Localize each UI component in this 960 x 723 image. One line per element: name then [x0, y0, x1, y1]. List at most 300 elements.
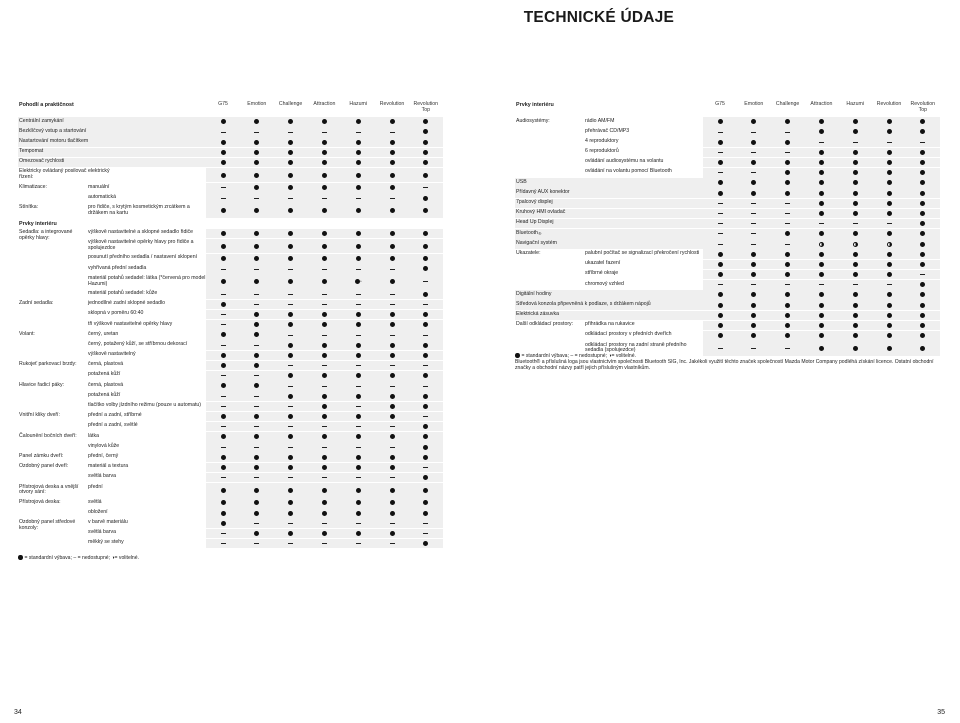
availability-cell — [409, 464, 443, 470]
availability-cell — [872, 345, 906, 351]
unavailable-dash-icon — [853, 284, 858, 285]
availability-cell — [307, 373, 341, 379]
availability-cell — [341, 149, 375, 155]
standard-dot-icon — [390, 231, 395, 236]
availability-cell — [737, 210, 771, 216]
availability-cell — [906, 292, 940, 298]
availability-cell — [274, 464, 308, 470]
standard-dot-icon — [751, 180, 756, 185]
availability-cell — [206, 256, 240, 262]
standard-dot-icon — [322, 140, 327, 145]
table-row — [515, 188, 940, 198]
availability-cell — [274, 352, 308, 358]
standard-dot-icon — [390, 404, 395, 409]
standard-dot-icon — [390, 150, 395, 155]
availability-cell — [240, 312, 274, 318]
availability-cell — [409, 256, 443, 262]
unavailable-dash-icon — [853, 142, 858, 143]
standard-dot-icon — [322, 531, 327, 536]
unavailable-dash-icon — [390, 477, 395, 478]
feature-sublabel: výškově nastavitelné a sklopné sedadlo řidiče — [88, 229, 193, 236]
availability-cell — [274, 243, 308, 249]
unavailable-dash-icon — [423, 533, 428, 534]
availability-cell — [804, 292, 838, 298]
unavailable-dash-icon — [254, 345, 259, 346]
unavailable-dash-icon — [718, 244, 723, 245]
availability-cell — [375, 424, 409, 430]
availability-cell — [274, 342, 308, 348]
standard-dot-icon — [423, 424, 428, 429]
availability-cell — [341, 383, 375, 389]
availability-cell — [240, 373, 274, 379]
availability-cell — [341, 510, 375, 516]
availability-cell — [872, 190, 906, 196]
unavailable-dash-icon — [718, 203, 723, 204]
standard-dot-icon — [254, 383, 259, 388]
availability-cell — [804, 312, 838, 318]
unavailable-dash-icon — [356, 543, 361, 544]
unavailable-dash-icon — [819, 284, 824, 285]
availability-cell — [307, 332, 341, 338]
standard-dot-icon — [423, 150, 428, 155]
availability-cell — [307, 342, 341, 348]
model-header: G75 — [715, 101, 725, 107]
unavailable-dash-icon — [356, 294, 361, 295]
availability-cell — [274, 444, 308, 450]
availability-cell — [307, 172, 341, 178]
legend-right — [515, 353, 940, 371]
unavailable-dash-icon — [221, 269, 226, 270]
standard-dot-icon — [254, 332, 259, 337]
table-row — [18, 412, 443, 422]
unavailable-dash-icon — [785, 152, 790, 153]
standard-dot-icon — [718, 333, 723, 338]
standard-dot-icon — [785, 170, 790, 175]
feature-sublabel: látka — [88, 432, 99, 439]
model-header: Revolution Top — [413, 101, 439, 113]
unavailable-dash-icon — [221, 187, 226, 188]
table-row — [515, 260, 940, 270]
feature-label: Tempomat — [19, 148, 44, 155]
unavailable-dash-icon — [356, 386, 361, 387]
availability-cell — [206, 373, 240, 379]
availability-cell — [206, 403, 240, 409]
availability-cell — [703, 251, 737, 257]
standard-dot-icon — [887, 303, 892, 308]
standard-dot-icon — [254, 244, 259, 249]
availability-cell — [206, 444, 240, 450]
unavailable-dash-icon — [221, 543, 226, 544]
table-row — [515, 199, 940, 209]
standard-dot-icon — [423, 404, 428, 409]
unavailable-dash-icon — [254, 132, 259, 133]
unavailable-dash-icon — [288, 335, 293, 336]
availability-cell — [341, 363, 375, 369]
standard-dot-icon — [221, 256, 226, 261]
model-header: Challenge — [775, 101, 800, 107]
availability-cell — [240, 444, 274, 450]
feature-sublabel: materiál a textura — [88, 463, 129, 470]
availability-cell — [240, 434, 274, 440]
availability-cell — [737, 241, 771, 247]
standard-dot-icon — [288, 511, 293, 516]
availability-cell — [375, 393, 409, 399]
unavailable-dash-icon — [751, 213, 756, 214]
table-row — [18, 274, 443, 289]
availability-cell — [804, 180, 838, 186]
table-row — [18, 289, 443, 299]
unavailable-dash-icon — [288, 426, 293, 427]
availability-cell — [341, 243, 375, 249]
availability-cell — [307, 279, 341, 285]
availability-cell — [703, 345, 737, 351]
optional-half-circle-icon — [887, 242, 892, 247]
availability-cell — [206, 160, 240, 166]
table-row — [18, 402, 443, 412]
standard-dot-icon — [18, 555, 23, 560]
availability-cell — [838, 261, 872, 267]
availability-cell — [341, 312, 375, 318]
availability-cell — [206, 195, 240, 201]
standard-dot-icon — [819, 252, 824, 257]
availability-cell — [341, 230, 375, 236]
availability-cell — [804, 333, 838, 339]
availability-cell — [838, 251, 872, 257]
availability-cell — [240, 129, 274, 135]
feature-label: Ukazatele: — [516, 249, 541, 256]
feature-sublabel: sklopná v poměru 60:40 — [88, 310, 144, 317]
standard-dot-icon — [390, 434, 395, 439]
availability-cell — [307, 322, 341, 328]
standard-dot-icon — [322, 322, 327, 327]
availability-cell — [307, 487, 341, 493]
availability-cell — [838, 210, 872, 216]
standard-dot-icon — [785, 252, 790, 257]
availability-cell — [703, 292, 737, 298]
availability-cell — [341, 119, 375, 125]
availability-cell — [872, 282, 906, 288]
availability-cell — [804, 345, 838, 351]
availability-cell — [804, 302, 838, 308]
unavailable-dash-icon — [356, 365, 361, 366]
availability-cell — [409, 444, 443, 450]
standard-dot-icon — [887, 191, 892, 196]
unavailable-dash-icon — [423, 523, 428, 524]
standard-dot-icon — [221, 150, 226, 155]
availability-cell — [375, 373, 409, 379]
feature-label: Zadní sedadla: — [19, 300, 54, 307]
unavailable-dash-icon — [423, 335, 428, 336]
feature-label: Audiosystémy: — [516, 117, 550, 124]
table-row — [515, 331, 940, 341]
unavailable-dash-icon — [718, 132, 723, 133]
availability-cell — [206, 312, 240, 318]
standard-dot-icon — [887, 252, 892, 257]
availability-cell — [737, 261, 771, 267]
table-row — [18, 203, 443, 218]
availability-cell — [703, 323, 737, 329]
standard-dot-icon — [718, 119, 723, 124]
availability-cell — [409, 279, 443, 285]
standard-dot-icon — [390, 343, 395, 348]
availability-cell — [341, 487, 375, 493]
availability-cell — [240, 160, 274, 166]
standard-dot-icon — [819, 303, 824, 308]
availability-cell — [703, 149, 737, 155]
standard-dot-icon — [254, 150, 259, 155]
unavailable-dash-icon — [819, 142, 824, 143]
availability-cell — [771, 282, 805, 288]
standard-dot-icon — [853, 231, 858, 236]
standard-dot-icon — [221, 244, 226, 249]
availability-cell — [737, 323, 771, 329]
standard-dot-icon — [221, 434, 226, 439]
standard-dot-icon — [356, 465, 361, 470]
asterisk-note: * — [360, 278, 362, 284]
availability-cell — [274, 322, 308, 328]
unavailable-dash-icon — [819, 223, 824, 224]
availability-cell — [737, 190, 771, 196]
availability-cell — [906, 119, 940, 125]
feature-sublabel: potažená kůží — [88, 371, 121, 378]
unavailable-dash-icon — [221, 447, 226, 448]
feature-label: Středová konzola připevněná k podlaze, s držákem nápojů — [516, 300, 651, 307]
table-row — [18, 371, 443, 381]
table-row — [18, 452, 443, 462]
standard-dot-icon — [920, 252, 925, 257]
standard-dot-icon — [221, 231, 226, 236]
availability-cell — [838, 170, 872, 176]
feature-label: Přístrojová deska: — [19, 498, 61, 505]
availability-cell — [375, 322, 409, 328]
availability-cell — [804, 231, 838, 237]
availability-cell — [737, 160, 771, 166]
availability-cell — [240, 413, 274, 419]
availability-cell — [906, 190, 940, 196]
feature-label: Navigační systém — [516, 239, 557, 246]
availability-cell — [375, 541, 409, 547]
table-title: Pohodlí a praktičnost — [19, 102, 74, 108]
standard-dot-icon — [390, 173, 395, 178]
standard-dot-icon — [920, 119, 925, 124]
availability-cell — [737, 221, 771, 227]
standard-dot-icon — [423, 353, 428, 358]
standard-dot-icon — [356, 353, 361, 358]
availability-cell — [409, 185, 443, 191]
availability-cell — [240, 266, 274, 272]
feature-label: Panel zámku dveří: — [19, 452, 64, 459]
standard-dot-icon — [254, 279, 259, 284]
availability-cell — [307, 160, 341, 166]
availability-cell — [409, 363, 443, 369]
standard-dot-icon — [390, 465, 395, 470]
page-title: TECHNICKÉ ÚDAJE — [523, 9, 674, 26]
availability-cell — [206, 500, 240, 506]
availability-cell — [771, 180, 805, 186]
feature-label: Centrální zamykání — [19, 117, 64, 124]
availability-cell — [409, 393, 443, 399]
availability-cell — [307, 363, 341, 369]
availability-cell — [771, 190, 805, 196]
availability-cell — [375, 500, 409, 506]
availability-cell — [307, 243, 341, 249]
standard-dot-icon — [356, 373, 361, 378]
feature-sublabel: obložení — [88, 508, 108, 515]
availability-cell — [872, 180, 906, 186]
standard-dot-icon — [423, 511, 428, 516]
standard-dot-icon — [356, 455, 361, 460]
unavailable-dash-icon — [254, 375, 259, 376]
standard-dot-icon — [356, 244, 361, 249]
availability-cell — [307, 301, 341, 307]
standard-dot-icon — [288, 500, 293, 505]
availability-cell — [240, 243, 274, 249]
category-label: Prvky interiéru — [19, 220, 57, 227]
availability-cell — [838, 282, 872, 288]
availability-cell — [206, 230, 240, 236]
unavailable-dash-icon — [221, 198, 226, 199]
availability-cell — [906, 345, 940, 351]
table-row — [18, 168, 443, 183]
availability-cell — [206, 424, 240, 430]
standard-dot-icon — [819, 292, 824, 297]
unavailable-dash-icon — [322, 523, 327, 524]
availability-cell — [307, 393, 341, 399]
table-row — [515, 168, 940, 178]
availability-cell — [771, 231, 805, 237]
standard-dot-icon — [288, 244, 293, 249]
availability-cell — [206, 301, 240, 307]
standard-dot-icon — [322, 500, 327, 505]
availability-cell — [703, 261, 737, 267]
availability-cell — [375, 266, 409, 272]
availability-cell — [804, 210, 838, 216]
feature-sublabel: v barvě materiálu — [88, 518, 128, 525]
availability-cell — [737, 312, 771, 318]
standard-dot-icon — [785, 140, 790, 145]
standard-dot-icon — [356, 150, 361, 155]
unavailable-dash-icon — [322, 132, 327, 133]
unavailable-dash-icon — [751, 172, 756, 173]
availability-cell — [409, 352, 443, 358]
standard-dot-icon — [390, 185, 395, 190]
availability-cell — [737, 333, 771, 339]
availability-cell — [375, 195, 409, 201]
table-row — [18, 529, 443, 539]
unavailable-dash-icon — [356, 447, 361, 448]
availability-cell — [274, 487, 308, 493]
availability-cell — [206, 413, 240, 419]
availability-cell — [409, 424, 443, 430]
availability-cell — [375, 291, 409, 297]
availability-cell — [206, 530, 240, 536]
availability-cell — [341, 464, 375, 470]
standard-dot-icon — [887, 323, 892, 328]
standard-dot-icon — [221, 140, 226, 145]
availability-cell — [804, 149, 838, 155]
availability-cell — [307, 185, 341, 191]
availability-cell — [375, 149, 409, 155]
unavailable-dash-icon — [356, 426, 361, 427]
standard-dot-icon — [288, 394, 293, 399]
feature-sublabel: tři výškově nastavitelné opěrky hlavy — [88, 320, 173, 327]
standard-dot-icon — [221, 279, 226, 284]
availability-cell — [341, 352, 375, 358]
unavailable-dash-icon — [887, 142, 892, 143]
unavailable-dash-icon — [785, 132, 790, 133]
standard-dot-icon — [221, 455, 226, 460]
availability-cell — [409, 160, 443, 166]
standard-dot-icon — [221, 160, 226, 165]
availability-cell — [804, 241, 838, 247]
availability-cell — [206, 520, 240, 526]
availability-cell — [240, 487, 274, 493]
availability-cell — [341, 520, 375, 526]
unavailable-dash-icon — [356, 132, 361, 133]
unavailable-dash-icon — [254, 269, 259, 270]
standard-dot-icon — [751, 160, 756, 165]
availability-cell — [703, 139, 737, 145]
availability-cell — [906, 180, 940, 186]
availability-cell — [341, 541, 375, 547]
unavailable-dash-icon — [356, 304, 361, 305]
availability-cell — [838, 149, 872, 155]
standard-dot-icon — [423, 140, 428, 145]
availability-cell — [838, 323, 872, 329]
availability-cell — [771, 210, 805, 216]
table-row — [18, 483, 443, 498]
unavailable-dash-icon — [785, 348, 790, 349]
feature-sublabel: přehrávač CD/MP3 — [585, 127, 630, 134]
feature-label: Další odkládací prostory: — [516, 321, 574, 328]
unavailable-dash-icon — [221, 477, 226, 478]
availability-cell — [274, 172, 308, 178]
unavailable-dash-icon — [920, 142, 925, 143]
availability-cell — [206, 139, 240, 145]
standard-dot-icon — [751, 262, 756, 267]
standard-dot-icon — [254, 322, 259, 327]
availability-cell — [771, 170, 805, 176]
availability-cell — [341, 403, 375, 409]
table-row — [515, 219, 940, 229]
availability-cell — [375, 301, 409, 307]
standard-dot-icon — [221, 363, 226, 368]
standard-dot-icon — [920, 346, 925, 351]
availability-cell — [341, 342, 375, 348]
availability-cell — [274, 475, 308, 481]
standard-dot-icon — [356, 119, 361, 124]
standard-dot-icon — [920, 231, 925, 236]
availability-cell — [206, 172, 240, 178]
availability-cell — [307, 119, 341, 125]
unavailable-dash-icon — [390, 543, 395, 544]
availability-cell — [872, 241, 906, 247]
standard-dot-icon — [853, 333, 858, 338]
standard-dot-icon — [423, 455, 428, 460]
availability-cell — [409, 332, 443, 338]
availability-cell — [274, 291, 308, 297]
standard-dot-icon — [254, 414, 259, 419]
availability-cell — [341, 266, 375, 272]
availability-cell — [872, 272, 906, 278]
standard-dot-icon — [887, 170, 892, 175]
availability-cell — [274, 510, 308, 516]
standard-dot-icon — [853, 272, 858, 277]
availability-cell — [274, 266, 308, 272]
standard-dot-icon — [920, 170, 925, 175]
availability-cell — [703, 312, 737, 318]
standard-dot-icon — [785, 272, 790, 277]
